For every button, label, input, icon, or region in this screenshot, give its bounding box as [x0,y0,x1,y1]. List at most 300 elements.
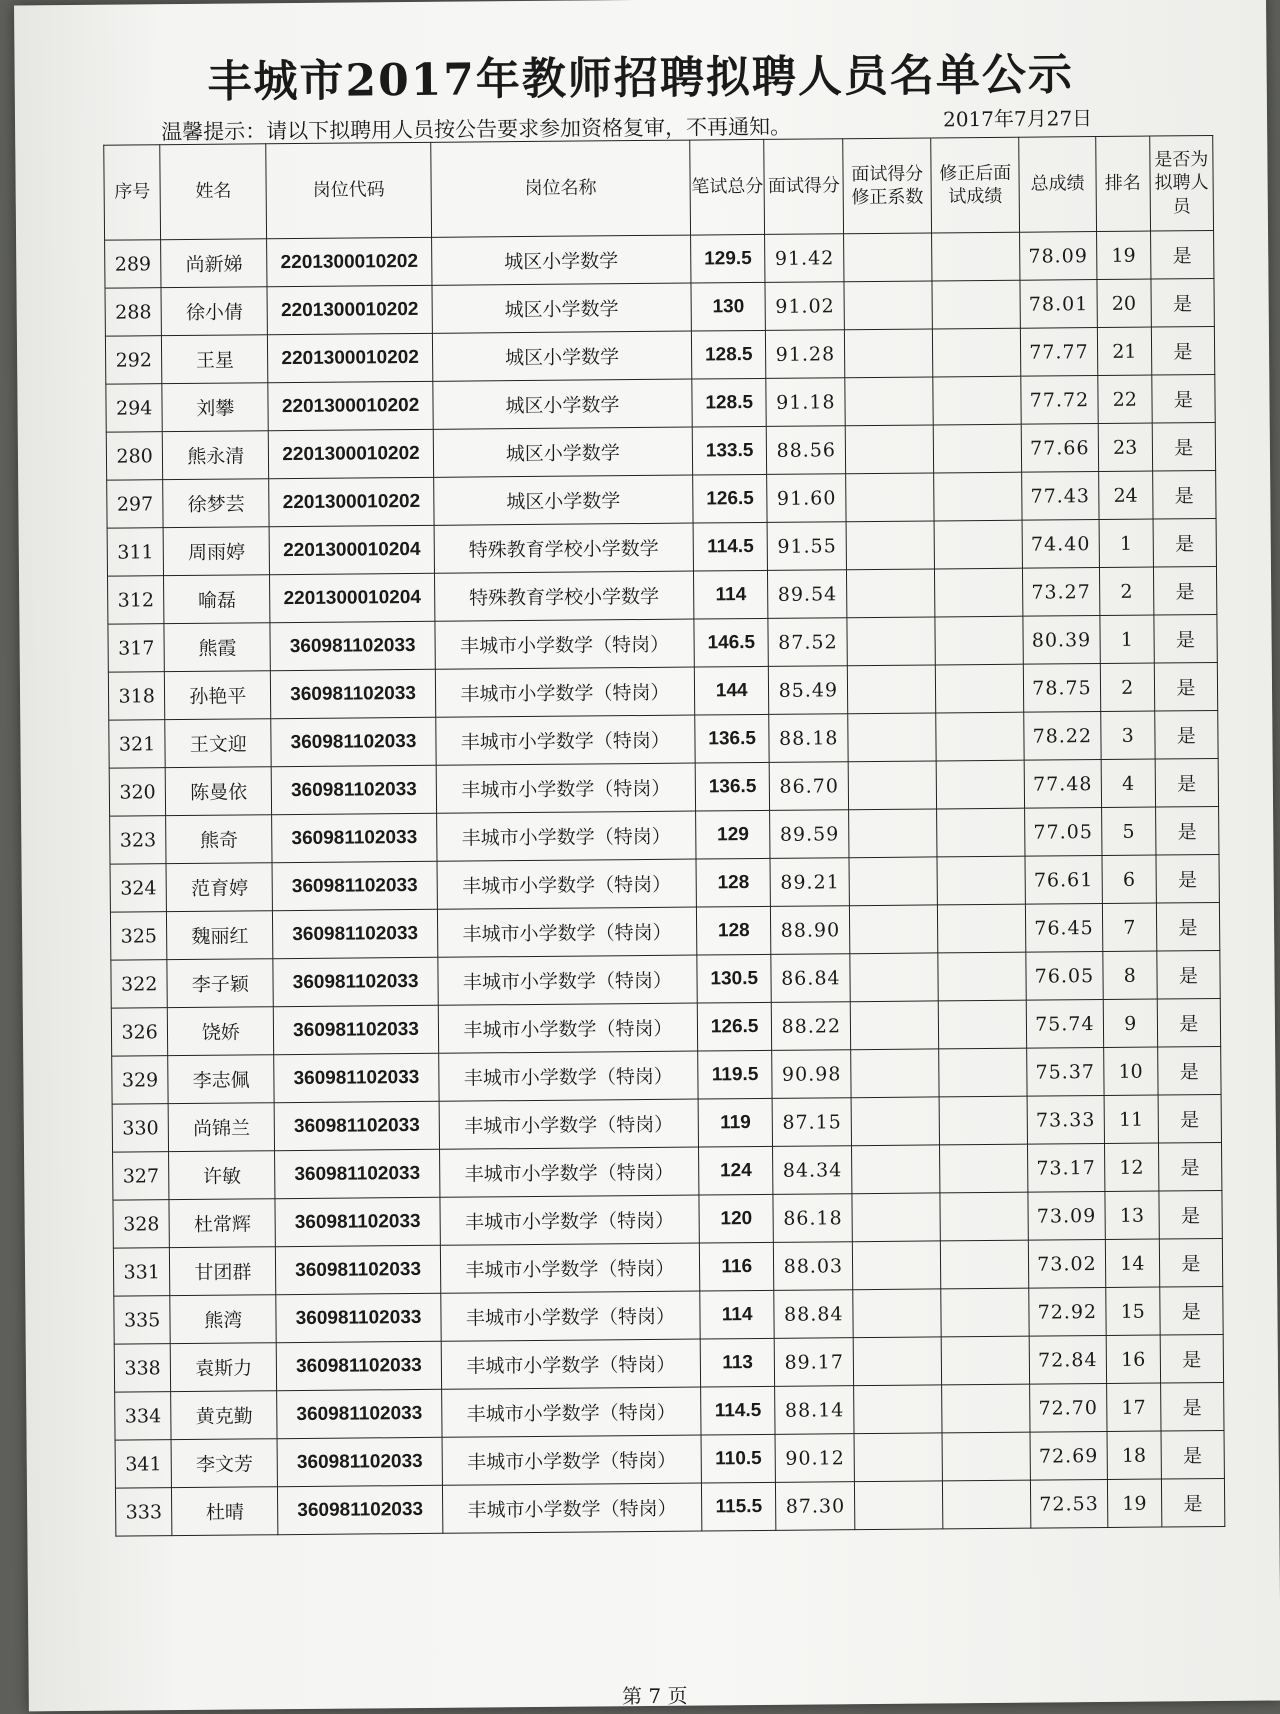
cell-interview-score: 91.60 [767,474,846,523]
cell-corrected-score [943,1480,1031,1529]
cell-hired: 是 [1152,422,1216,471]
cell-corrected-score [937,856,1025,905]
cell-total-score: 73.02 [1028,1239,1105,1288]
cell-post-name: 丰城市小学数学（特岗） [442,1435,702,1485]
cell-total-score: 72.92 [1029,1287,1106,1336]
cell-total-score: 75.74 [1026,999,1103,1048]
cell-corrected-score [935,568,1023,617]
cell-total-score: 73.17 [1028,1143,1105,1192]
cell-post-name: 城区小学数学 [433,427,693,477]
cell-total-score: 76.05 [1026,951,1103,1000]
cell-hired: 是 [1158,1094,1222,1143]
cell-corrected-score [938,1000,1026,1049]
cell-rank: 6 [1102,855,1157,903]
cell-written-score: 130 [691,282,766,331]
cell-hired: 是 [1153,566,1217,615]
header-rank: 排名 [1095,136,1150,231]
cell-written-score: 130.5 [697,954,772,1003]
cell-seq: 330 [112,1104,169,1152]
cell-name: 李文芳 [171,1439,277,1488]
cell-total-score: 77.05 [1025,808,1102,857]
cell-written-score: 128 [696,906,771,955]
cell-corrected-score [942,1384,1030,1433]
cell-post-name: 丰城市小学数学（特岗） [437,907,697,957]
cell-written-score: 126.5 [693,474,768,523]
cell-hired: 是 [1160,1334,1224,1383]
cell-correction-factor [848,761,936,810]
cell-post-code: 360981102033 [276,1341,441,1390]
cell-rank: 4 [1101,759,1156,807]
cell-total-score: 73.09 [1028,1191,1105,1240]
cell-total-score: 73.27 [1023,568,1100,617]
cell-written-score: 114 [700,1290,775,1339]
cell-post-name: 丰城市小学数学（特岗） [435,667,695,717]
document-title: 丰城市2017年教师招聘拟聘人员名单公示 [207,49,1075,108]
cell-name: 饶娇 [168,1007,274,1056]
cell-total-score: 78.01 [1020,280,1097,329]
cell-rank: 1 [1100,615,1155,663]
cell-rank: 16 [1106,1335,1161,1383]
cell-corrected-score [933,376,1021,425]
cell-interview-score: 91.18 [766,378,845,427]
cell-seq: 294 [106,384,163,432]
header-correction-factor: 面试得分修正系数 [843,138,932,234]
cell-total-score: 72.69 [1030,1431,1107,1480]
cell-seq: 331 [113,1248,170,1296]
cell-rank: 9 [1103,999,1158,1047]
cell-name: 甘团群 [170,1247,276,1296]
candidate-table [103,135,1225,1537]
header-interview-score: 面试得分 [764,139,844,235]
cell-post-name: 城区小学数学 [431,235,691,285]
cell-correction-factor [853,1337,941,1386]
cell-correction-factor [846,473,934,522]
cell-written-score: 126.5 [697,1002,772,1051]
cell-corrected-score [941,1240,1029,1289]
cell-post-name: 城区小学数学 [432,283,692,333]
cell-interview-score: 90.12 [775,1434,854,1483]
cell-interview-score: 89.17 [775,1338,854,1387]
header-post-name: 岗位名称 [431,140,691,237]
cell-total-score: 78.22 [1024,712,1101,761]
cell-correction-factor [846,425,934,474]
cell-rank: 23 [1098,423,1153,471]
cell-post-name: 丰城市小学数学（特岗） [439,1099,699,1149]
cell-post-code: 2201300010204 [270,573,435,622]
cell-interview-score: 87.30 [776,1482,855,1531]
cell-total-score: 73.33 [1027,1095,1104,1144]
cell-seq: 335 [114,1296,171,1344]
cell-seq: 318 [108,672,165,720]
cell-post-code: 360981102033 [271,669,436,718]
cell-seq: 312 [108,576,165,624]
cell-seq: 289 [105,240,162,288]
cell-post-code: 2201300010202 [269,477,434,526]
cell-post-code: 2201300010202 [268,381,433,430]
cell-interview-score: 85.49 [769,666,848,715]
cell-seq: 292 [105,336,162,384]
cell-written-score: 136.5 [695,714,770,763]
cell-post-code: 2201300010204 [269,525,434,574]
cell-interview-score: 86.18 [773,1194,852,1243]
cell-post-name: 特殊教育学校小学数学 [434,523,694,573]
cell-total-score: 72.84 [1029,1335,1106,1384]
cell-interview-score: 88.18 [769,714,848,763]
table-body [105,231,1225,1537]
cell-written-score: 128.5 [692,378,767,427]
header-seq: 序号 [104,145,161,240]
cell-total-score: 77.48 [1024,760,1101,809]
cell-post-code: 360981102033 [273,957,438,1006]
cell-rank: 21 [1097,327,1152,375]
cell-hired: 是 [1151,327,1215,376]
cell-hired: 是 [1154,614,1218,663]
table-row [115,1478,1224,1536]
cell-corrected-score [933,424,1021,473]
cell-total-score: 77.72 [1021,376,1098,425]
cell-hired: 是 [1161,1430,1225,1479]
cell-seq: 321 [109,720,166,768]
cell-interview-score: 88.03 [774,1242,853,1291]
cell-post-name: 丰城市小学数学（特岗） [441,1291,701,1341]
cell-correction-factor [855,1481,943,1530]
cell-rank: 10 [1103,1047,1158,1095]
cell-post-name: 丰城市小学数学（特岗） [438,1051,698,1101]
cell-corrected-score [938,952,1026,1001]
cell-name: 熊湾 [170,1295,276,1344]
cell-name: 孙艳平 [165,671,271,720]
cell-rank: 11 [1104,1095,1159,1143]
cell-written-score: 146.5 [694,618,769,667]
cell-name: 刘攀 [162,383,268,432]
header-name: 姓名 [160,144,267,240]
cell-post-code: 2201300010202 [269,429,434,478]
cell-hired: 是 [1155,710,1219,759]
cell-total-score: 76.61 [1025,856,1102,905]
cell-rank: 19 [1107,1479,1162,1527]
cell-post-code: 360981102033 [276,1245,441,1294]
cell-name: 徐小倩 [161,287,267,336]
cell-interview-score: 91.28 [766,330,845,379]
cell-name: 魏丽红 [167,911,273,960]
cell-seq: 320 [109,768,166,816]
cell-interview-score: 91.42 [765,234,844,283]
cell-seq: 338 [114,1344,171,1392]
cell-post-code: 360981102033 [271,717,436,766]
cell-name: 徐梦芸 [163,479,269,528]
table-header [104,136,1214,241]
cell-rank: 22 [1098,375,1153,423]
cell-correction-factor [851,1049,939,1098]
cell-post-name: 特殊教育学校小学数学 [434,571,694,621]
cell-name: 尚锦兰 [168,1103,274,1152]
cell-name: 许敏 [169,1151,275,1200]
cell-written-score: 110.5 [701,1434,776,1483]
header-written-score: 笔试总分 [690,139,765,235]
cell-written-score: 114.5 [701,1386,776,1435]
cell-hired: 是 [1161,1478,1225,1527]
cell-corrected-score [941,1336,1029,1385]
cell-post-name: 丰城市小学数学（特岗） [440,1195,700,1245]
cell-written-score: 114 [694,570,769,619]
cell-interview-score: 87.52 [768,618,847,667]
cell-interview-score: 91.55 [767,522,846,571]
cell-post-name: 丰城市小学数学（特岗） [438,1003,698,1053]
page-number: 第 7 页 [621,1683,688,1709]
cell-seq: 328 [113,1200,170,1248]
cell-post-name: 城区小学数学 [433,475,693,525]
cell-rank: 13 [1105,1191,1160,1239]
cell-interview-score: 86.70 [770,762,849,811]
cell-interview-score: 88.22 [772,1002,851,1051]
cell-correction-factor [851,1001,939,1050]
cell-hired: 是 [1157,998,1221,1047]
cell-hired: 是 [1155,806,1219,855]
cell-written-score: 114.5 [693,522,768,571]
cell-post-code: 360981102033 [274,1053,439,1102]
cell-written-score: 113 [700,1338,775,1387]
cell-rank: 2 [1099,567,1154,615]
cell-hired: 是 [1158,1142,1222,1191]
document-paper [14,0,1280,1711]
cell-post-code: 360981102033 [275,1197,440,1246]
cell-corrected-score [934,472,1022,521]
cell-correction-factor [852,1193,940,1242]
cell-hired: 是 [1159,1190,1223,1239]
cell-rank: 14 [1105,1239,1160,1287]
cell-correction-factor [849,857,937,906]
cell-correction-factor [850,905,938,954]
cell-corrected-score [934,520,1022,569]
cell-correction-factor [844,281,932,330]
cell-written-score: 136.5 [695,762,770,811]
cell-hired: 是 [1150,231,1214,280]
cell-seq: 288 [105,288,162,336]
cell-corrected-score [939,1048,1027,1097]
cell-hired: 是 [1159,1238,1223,1287]
cell-name: 尚新娣 [161,239,267,288]
cell-written-score: 120 [699,1194,774,1243]
header-post-code: 岗位代码 [266,142,431,238]
cell-post-code: 360981102033 [272,861,437,910]
cell-corrected-score [941,1288,1029,1337]
cell-corrected-score [940,1144,1028,1193]
cell-interview-score: 88.14 [775,1386,854,1435]
cell-written-score: 124 [699,1146,774,1195]
header-hired: 是否为拟聘人员 [1150,136,1214,232]
cell-corrected-score [933,328,1021,377]
cell-corrected-score [932,280,1020,329]
cell-post-name: 丰城市小学数学（特岗） [436,715,696,765]
cell-correction-factor [852,1145,940,1194]
cell-name: 熊霞 [164,623,270,672]
cell-correction-factor [854,1433,942,1482]
cell-corrected-score [940,1192,1028,1241]
header-corrected-score: 修正后面试成绩 [931,137,1020,233]
cell-correction-factor [850,953,938,1002]
cell-total-score: 77.43 [1022,472,1099,521]
cell-written-score: 133.5 [692,426,767,475]
cell-interview-score: 88.90 [771,906,850,955]
cell-seq: 326 [111,1008,168,1056]
cell-seq: 333 [115,1488,172,1536]
cell-hired: 是 [1160,1382,1224,1431]
cell-total-score: 75.37 [1027,1047,1104,1096]
cell-rank: 12 [1104,1143,1159,1191]
cell-rank: 3 [1100,711,1155,759]
cell-written-score: 129 [696,810,771,859]
cell-rank: 2 [1100,663,1155,711]
cell-name: 王星 [162,335,268,384]
cell-total-score: 78.75 [1023,664,1100,713]
cell-post-code: 360981102033 [274,1005,439,1054]
cell-name: 熊永清 [163,431,269,480]
cell-name: 李志佩 [168,1055,274,1104]
cell-correction-factor [853,1289,941,1338]
cell-rank: 7 [1102,903,1157,951]
cell-corrected-score [936,712,1024,761]
cell-interview-score: 89.54 [768,570,847,619]
cell-correction-factor [848,713,936,762]
cell-post-code: 360981102033 [277,1437,442,1486]
cell-post-name: 丰城市小学数学（特岗） [439,1147,699,1197]
cell-post-code: 360981102033 [270,621,435,670]
cell-interview-score: 89.59 [770,810,849,859]
cell-written-score: 128 [696,858,771,907]
cell-correction-factor [848,665,936,714]
cell-written-score: 144 [694,666,769,715]
cell-post-code: 360981102033 [271,765,436,814]
cell-post-name: 丰城市小学数学（特岗） [440,1243,700,1293]
cell-name: 王文迎 [165,719,271,768]
cell-correction-factor [849,809,937,858]
cell-post-name: 丰城市小学数学（特岗） [435,619,695,669]
cell-corrected-score [939,1096,1027,1145]
cell-correction-factor [845,329,933,378]
cell-correction-factor [845,377,933,426]
cell-post-code: 360981102033 [272,813,437,862]
cell-total-score: 74.40 [1022,520,1099,569]
cell-post-name: 丰城市小学数学（特岗） [437,859,697,909]
cell-post-name: 城区小学数学 [433,379,693,429]
cell-post-code: 360981102033 [276,1293,441,1342]
cell-correction-factor [847,569,935,618]
cell-post-name: 城区小学数学 [432,331,692,381]
cell-interview-score: 86.84 [771,954,850,1003]
cell-name: 周雨婷 [163,527,269,576]
cell-hired: 是 [1152,374,1216,423]
cell-post-name: 丰城市小学数学（特岗） [438,955,698,1005]
cell-seq: 327 [113,1152,170,1200]
cell-written-score: 119 [698,1098,773,1147]
cell-corrected-score [935,616,1023,665]
cell-name: 范育婷 [166,863,272,912]
cell-rank: 1 [1099,519,1154,567]
cell-total-score: 72.70 [1030,1383,1107,1432]
cell-post-name: 丰城市小学数学（特岗） [436,811,696,861]
cell-correction-factor [851,1097,939,1146]
cell-correction-factor [846,521,934,570]
cell-rank: 5 [1101,807,1156,855]
cell-interview-score: 89.21 [770,858,849,907]
cell-name: 熊奇 [166,815,272,864]
cell-corrected-score [938,904,1026,953]
cell-written-score: 129.5 [691,234,766,283]
cell-total-score: 76.45 [1025,904,1102,953]
cell-hired: 是 [1157,1046,1221,1095]
cell-interview-score: 84.34 [773,1146,852,1195]
cell-written-score: 119.5 [698,1050,773,1099]
cell-corrected-score [936,664,1024,713]
cell-name: 陈曼依 [166,767,272,816]
cell-interview-score: 87.15 [772,1098,851,1147]
cell-hired: 是 [1154,662,1218,711]
cell-post-code: 360981102033 [274,1101,439,1150]
cell-post-code: 2201300010202 [267,237,432,286]
cell-total-score: 80.39 [1023,616,1100,665]
notice-text: 温馨提示：请以下拟聘用人员按公告要求参加资格复审，不再通知。 [161,114,792,145]
cell-hired: 是 [1157,950,1221,999]
cell-post-name: 丰城市小学数学（特岗） [442,1483,702,1533]
cell-total-score: 72.53 [1031,1479,1108,1528]
cell-seq: 317 [108,624,165,672]
cell-rank: 24 [1098,471,1153,519]
cell-post-name: 丰城市小学数学（特岗） [436,763,696,813]
cell-seq: 311 [107,528,164,576]
cell-interview-score: 88.84 [774,1290,853,1339]
cell-name: 李子颖 [167,959,273,1008]
cell-rank: 19 [1096,231,1151,279]
cell-name: 黄克勤 [171,1391,277,1440]
cell-interview-score: 91.02 [765,282,844,331]
cell-corrected-score [937,808,1025,857]
cell-post-code: 360981102033 [277,1389,442,1438]
cell-correction-factor [854,1385,942,1434]
cell-total-score: 77.77 [1020,328,1097,377]
cell-seq: 297 [107,480,164,528]
cell-name: 杜常辉 [169,1199,275,1248]
cell-post-code: 360981102033 [278,1485,443,1534]
cell-hired: 是 [1160,1286,1224,1335]
cell-written-score: 128.5 [691,330,766,379]
cell-hired: 是 [1152,470,1216,519]
cell-post-code: 360981102033 [273,909,438,958]
cell-correction-factor [844,233,932,282]
cell-post-code: 2201300010202 [267,285,432,334]
cell-seq: 280 [106,432,163,480]
cell-written-score: 116 [699,1242,774,1291]
cell-corrected-score [936,760,1024,809]
cell-seq: 325 [110,912,167,960]
cell-rank: 20 [1097,279,1152,327]
cell-hired: 是 [1156,854,1220,903]
cell-correction-factor [847,617,935,666]
cell-corrected-score [942,1432,1030,1481]
cell-name: 杜晴 [172,1487,278,1536]
cell-hired: 是 [1153,518,1217,567]
cell-total-score: 78.09 [1020,232,1097,281]
cell-rank: 17 [1106,1383,1161,1431]
cell-post-name: 丰城市小学数学（特岗） [441,1387,701,1437]
header-total-score: 总成绩 [1019,137,1096,233]
cell-rank: 8 [1103,951,1158,999]
cell-seq: 334 [115,1392,172,1440]
cell-seq: 329 [112,1056,169,1104]
cell-name: 袁斯力 [171,1343,277,1392]
cell-correction-factor [853,1241,941,1290]
cell-written-score: 115.5 [701,1482,776,1531]
cell-hired: 是 [1156,902,1220,951]
